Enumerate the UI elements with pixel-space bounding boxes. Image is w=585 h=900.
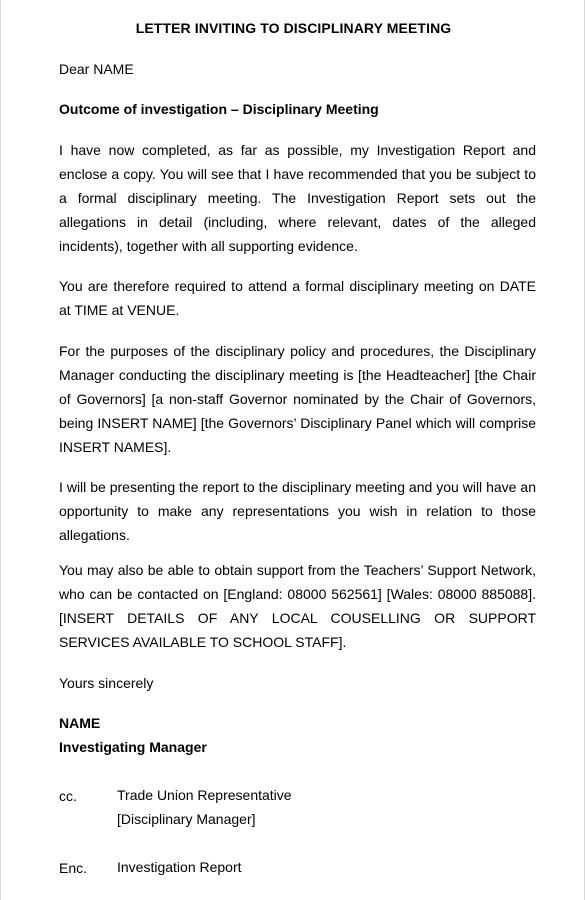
- paragraph-disciplinary-manager: For the purposes of the disciplinary policy and procedures, the Disciplinary Manager conducting the disciplinary meeting is [the Headteacher] [the Chair of Governors] [a non-staff Governor nominated by the Chair of Governors, being INSERT NAME] [the Governors’ Disciplinary Panel which will comprise INSERT NAMES].: [59, 343, 536, 455]
- signer-title: Investigating Manager: [59, 739, 207, 755]
- subject-line: Outcome of investigation – Disciplinary Meeting: [59, 101, 379, 117]
- signer-name: NAME: [59, 715, 101, 731]
- paragraph-support: You may also be able to obtain support from the Teachers’ Support Network, who can be contacted on [England: 08000 562561] [Wales: 08000 885088]. [INSERT DETAILS OF ANY LOCAL COUSELLING OR SUPPORT SERVICES AVAILABLE TO SCHOOL STAFF].: [59, 562, 536, 650]
- letter-title: LETTER INVITING TO DISCIPLINARY MEETING: [135, 20, 452, 36]
- closing: Yours sincerely: [59, 675, 154, 691]
- salutation: Dear NAME: [59, 61, 134, 77]
- paragraph-meeting-invite: You are therefore required to attend a formal disciplinary meeting on DATE at TIME at VENUE.: [59, 278, 536, 318]
- cc-recipient: Trade Union Representative: [117, 787, 292, 803]
- cc-recipient: [Disciplinary Manager]: [117, 811, 256, 827]
- cc-label: cc.: [59, 788, 77, 804]
- enc-label: Enc.: [59, 860, 88, 876]
- paragraph-investigation: I have now completed, as far as possible, my Investigation Report and enclose a copy. You will see that I have recommended that you be subject to a formal disciplinary meeting. The Investigation Report sets out the allegations in detail (including, where relevant, dates of the alleged incidents), together with all supporting evidence.: [59, 142, 536, 254]
- paragraph-representations: I will be presenting the report to the disciplinary meeting and you will have an opportunity to make any representations you wish in relation to those allegations.: [59, 479, 536, 543]
- enc-item: Investigation Report: [117, 859, 242, 875]
